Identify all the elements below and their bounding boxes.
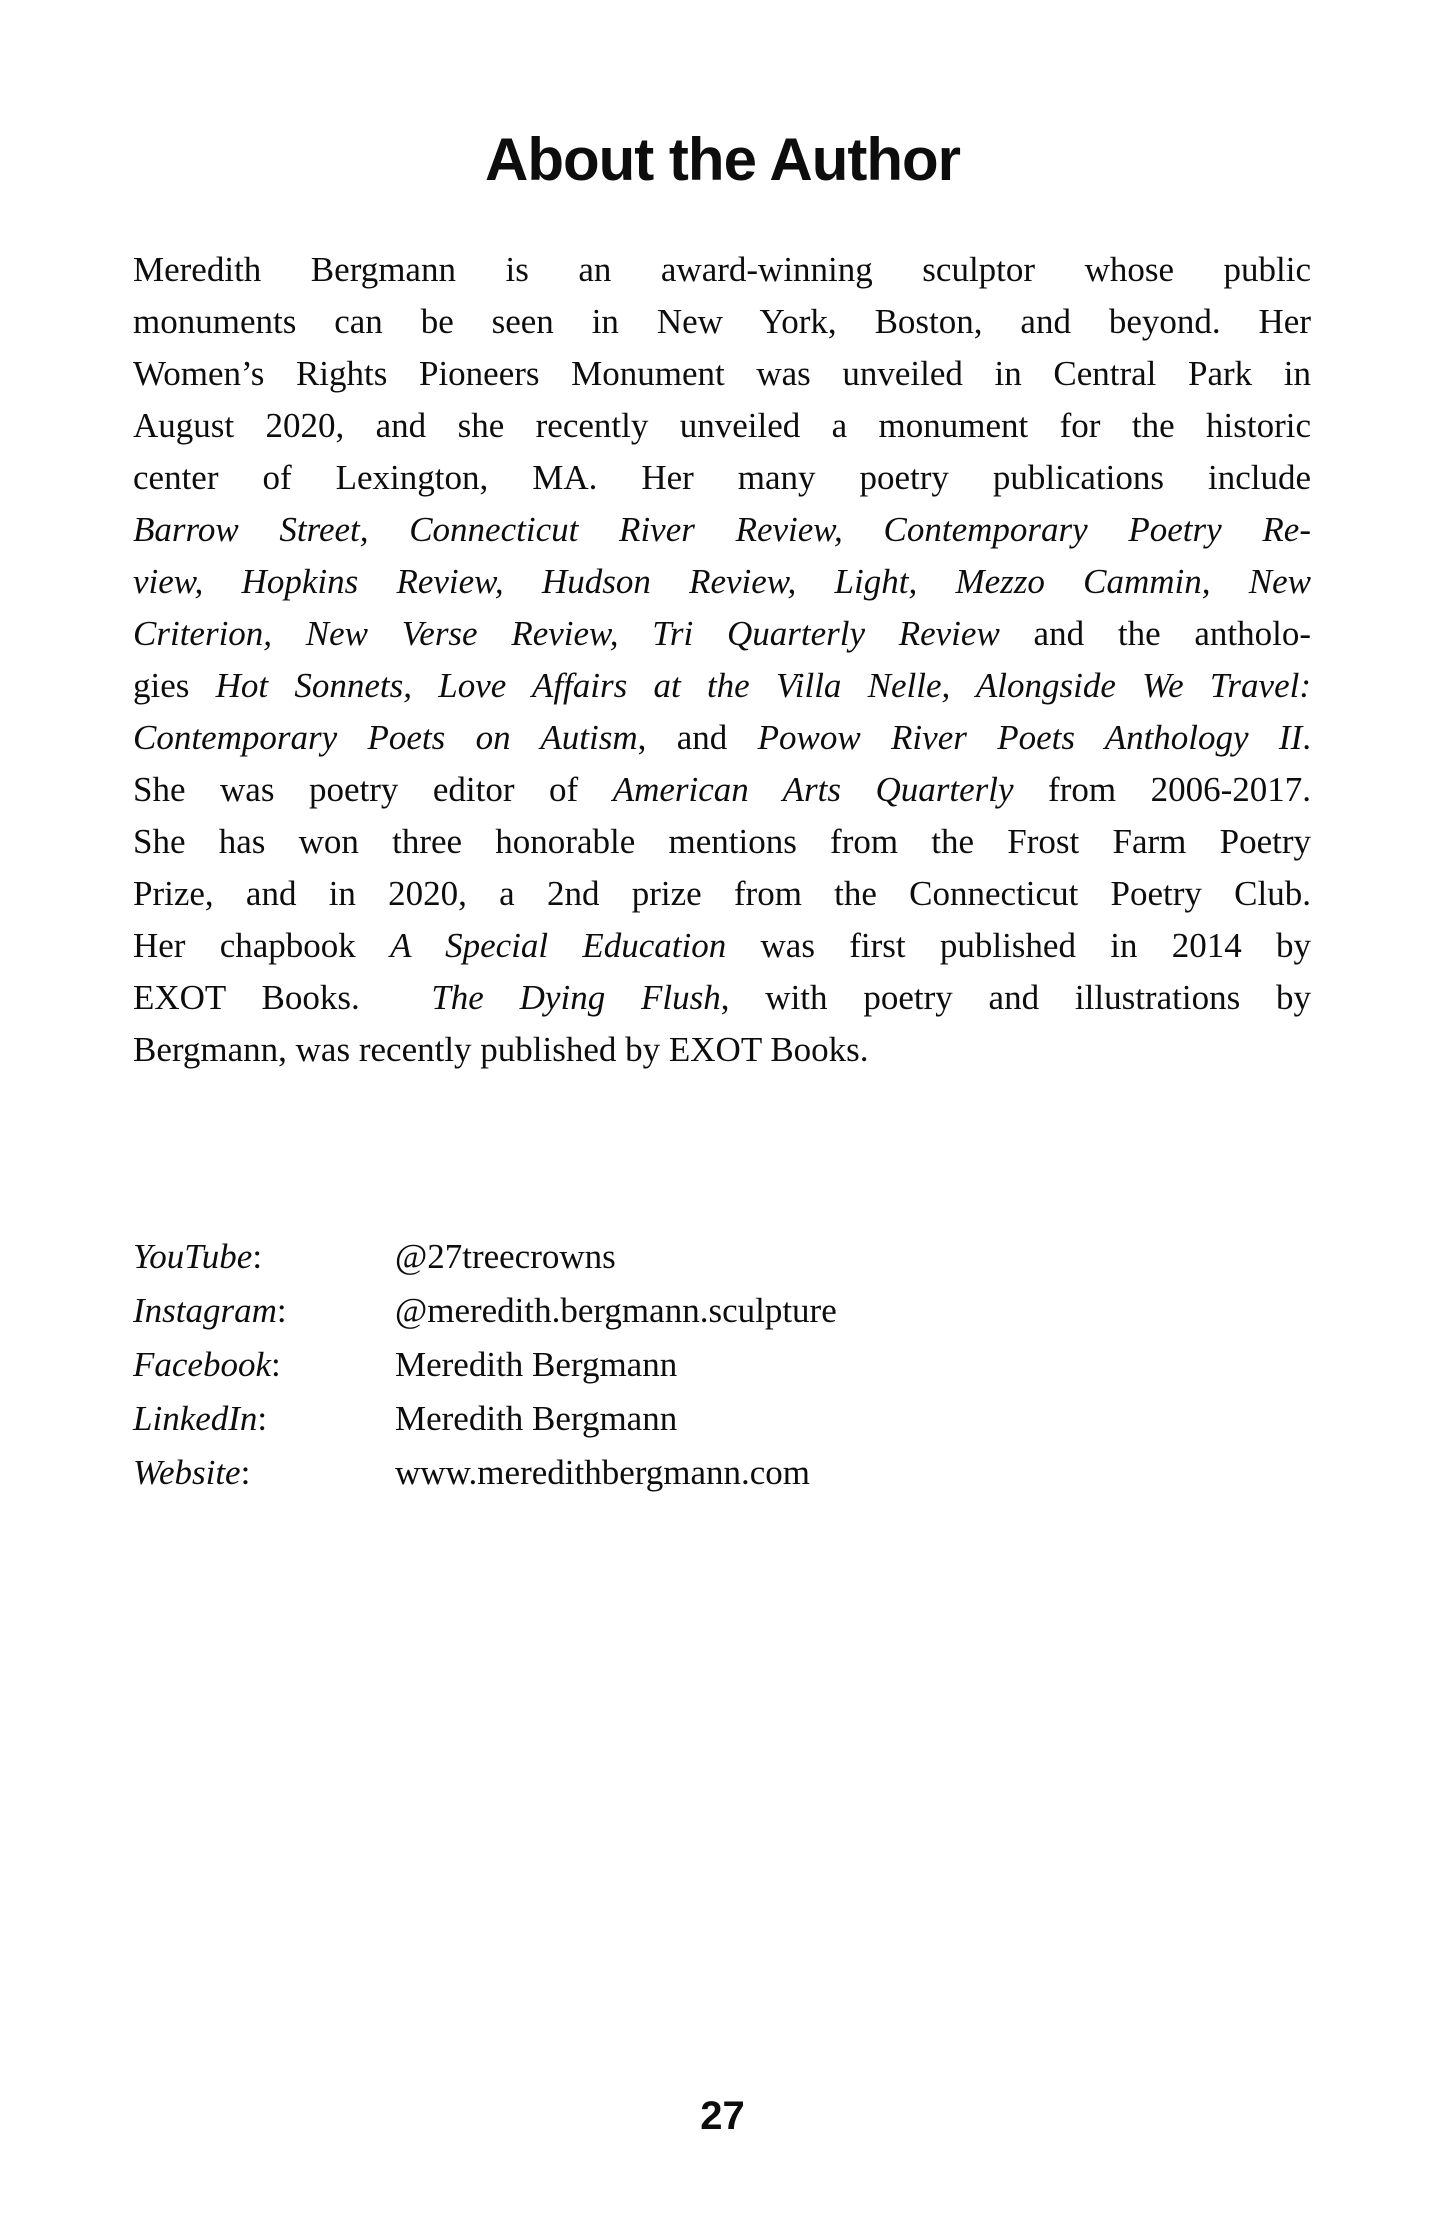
paragraph-text: August 2020, and she recently unveiled a monument for the historic (133, 406, 1311, 445)
paragraph-text: center of Lexington, MA. Her many poetry publications include (133, 458, 1311, 497)
contact-label: Website (133, 1453, 241, 1492)
publication-title: Powow River Poets Anthology II (757, 718, 1303, 757)
contact-value: Meredith Bergmann (395, 1399, 678, 1438)
publication-title: Contemporary Poets on Autism (133, 718, 638, 757)
publication-title: American Arts Quarterly (612, 770, 1014, 809)
paragraph-text: She has won three honorable mentions from the Frost Farm Poetry (133, 822, 1311, 861)
publication-title: A Special Education (390, 926, 727, 965)
paragraph-line (133, 452, 1311, 504)
contact-label-cell (133, 1284, 395, 1338)
contact-label-colon: : (257, 1399, 268, 1438)
page-footer (0, 2096, 1445, 2136)
paragraph-text: She was poetry editor of (133, 770, 613, 809)
paragraph-text: gies (133, 666, 216, 705)
contact-label: LinkedIn (133, 1399, 258, 1438)
contact-label-colon: : (270, 1345, 281, 1384)
contact-label: YouTube (133, 1237, 253, 1276)
paragraph-line (133, 660, 1311, 712)
paragraph-text: Her chapbook (133, 926, 391, 965)
contact-label-cell (133, 1338, 395, 1392)
paragraph-text: . (1302, 718, 1311, 757)
paragraph-text: Meredith Bergmann is an award-winning sculptor whose public (133, 250, 1311, 289)
about-author-paragraph (133, 244, 1311, 1076)
paragraph-text: Women’s Rights Pioneers Monument was unveiled in Central Park in (133, 354, 1311, 393)
contact-label-colon: : (276, 1291, 287, 1330)
publication-title: Barrow Street, Connecticut River Review, Contemporary Poetry Re- (133, 510, 1311, 549)
contact-value: @meredith.bergmann.sculpture (395, 1291, 837, 1330)
paragraph-text: monuments can be seen in New York, Boston, and beyond. Her (133, 302, 1311, 341)
paragraph-line (133, 920, 1311, 972)
publication-title: Criterion, New Verse Review, Tri Quarterly Review (133, 614, 1000, 653)
contact-row (133, 1446, 1311, 1500)
paragraph-line (133, 296, 1311, 348)
paragraph-text: was first published in 2014 by (726, 926, 1311, 965)
paragraph-line (133, 972, 1311, 1024)
paragraph-line (133, 244, 1311, 296)
paragraph-line (133, 556, 1311, 608)
contact-label: Instagram (133, 1291, 277, 1330)
paragraph-line (133, 816, 1311, 868)
contact-row (133, 1338, 1311, 1392)
publication-title: The Dying Flush (431, 978, 721, 1017)
contact-row (133, 1230, 1311, 1284)
contact-value: @27treecrowns (395, 1237, 616, 1276)
paragraph-line (133, 504, 1311, 556)
paragraph-text: Bergmann, was recently published by EXOT Books. (133, 1030, 869, 1069)
contact-label-colon: : (240, 1453, 251, 1492)
paragraph-text: EXOT Books. (133, 978, 432, 1017)
contact-label-cell (133, 1392, 395, 1446)
contact-label-cell (133, 1446, 395, 1500)
paragraph-text: , with poetry and illustrations by (720, 978, 1311, 1017)
paragraph-text: and the antholo- (999, 614, 1311, 653)
contact-value: Meredith Bergmann (395, 1345, 678, 1384)
paragraph-line (133, 1024, 1311, 1076)
paragraph-text: , and (637, 718, 758, 757)
paragraph-line (133, 348, 1311, 400)
page-title: About the Author (485, 126, 960, 193)
page-number: 27 (700, 2094, 745, 2138)
contact-list (133, 1230, 1311, 1500)
publication-title: Hot Sonnets, Love Affairs at the Villa Nelle, Alongside We Travel: (215, 666, 1311, 705)
contact-value: www.meredithbergmann.com (395, 1453, 811, 1492)
paragraph-line (133, 712, 1311, 764)
paragraph-line (133, 764, 1311, 816)
paragraph-line (133, 868, 1311, 920)
contact-label-colon: : (252, 1237, 263, 1276)
paragraph-line (133, 400, 1311, 452)
publication-title: view, Hopkins Review, Hudson Review, Light, Mezzo Cammin, New (133, 562, 1311, 601)
paragraph-text: Prize, and in 2020, a 2nd prize from the Connecticut Poetry Club. (133, 874, 1311, 913)
contact-row (133, 1392, 1311, 1446)
contact-label: Facebook (133, 1345, 271, 1384)
contact-row (133, 1284, 1311, 1338)
contact-label-cell (133, 1230, 395, 1284)
paragraph-text: from 2006-2017. (1013, 770, 1311, 809)
paragraph-line (133, 608, 1311, 660)
